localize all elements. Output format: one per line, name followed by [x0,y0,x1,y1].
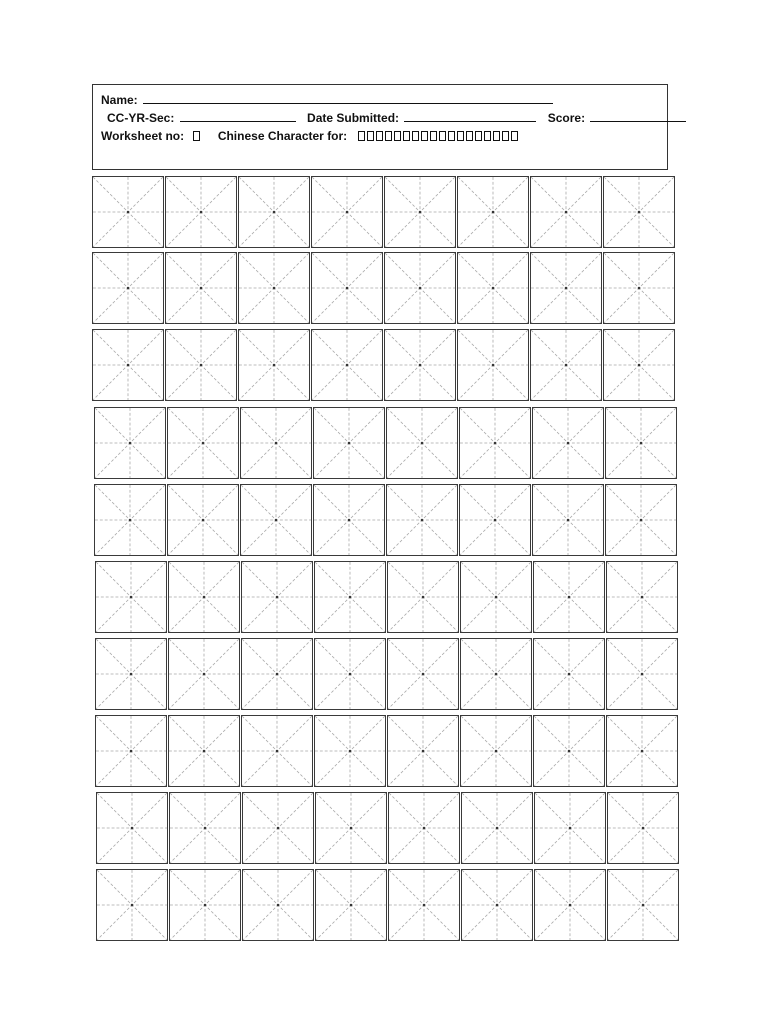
missing-glyph-icon [376,131,383,141]
grid-row [94,484,677,556]
writing-cell[interactable] [314,638,386,710]
writing-cell[interactable] [95,561,167,633]
writing-cell[interactable] [530,176,602,248]
missing-glyph-icon [367,131,374,141]
writing-cell[interactable] [313,484,385,556]
missing-glyph-icon [466,131,473,141]
writing-cell[interactable] [384,252,456,324]
writing-cell[interactable] [241,715,313,787]
grid-row [94,407,677,479]
writing-cell[interactable] [460,561,532,633]
missing-glyph-icon [502,131,509,141]
writing-cell[interactable] [606,638,678,710]
writing-cell[interactable] [606,715,678,787]
writing-cell[interactable] [94,407,166,479]
ccyrsec-field[interactable] [180,109,296,122]
writing-cell[interactable] [603,329,675,401]
writing-cell[interactable] [386,407,458,479]
writing-cell[interactable] [315,792,387,864]
writing-cell[interactable] [314,715,386,787]
writing-cell[interactable] [606,561,678,633]
missing-glyph-icon [475,131,482,141]
writing-cell[interactable] [461,792,533,864]
writing-cell[interactable] [460,638,532,710]
name-label: Name: [101,93,138,107]
writing-cell[interactable] [607,792,679,864]
missing-glyph-icon [511,131,518,141]
missing-glyph-icon [394,131,401,141]
score-field[interactable] [590,109,686,122]
writing-cell[interactable] [165,176,237,248]
writing-cell[interactable] [240,484,312,556]
writing-cell[interactable] [532,484,604,556]
writing-cell[interactable] [534,869,606,941]
grid-row [92,176,675,248]
writing-cell[interactable] [238,252,310,324]
writing-cell[interactable] [167,484,239,556]
writing-cell[interactable] [387,638,459,710]
writing-cell[interactable] [457,329,529,401]
writing-cell[interactable] [311,176,383,248]
writing-cell[interactable] [603,176,675,248]
writing-cell[interactable] [313,407,385,479]
writing-cell[interactable] [92,252,164,324]
writing-cell[interactable] [238,176,310,248]
writing-cell[interactable] [607,869,679,941]
info-line [101,109,659,127]
writing-cell[interactable] [169,792,241,864]
chinese-character-glyphs [357,129,519,143]
writing-cell[interactable] [459,407,531,479]
missing-glyph-icon [439,131,446,141]
worksheet-line [101,127,659,145]
writing-cell[interactable] [315,869,387,941]
missing-glyph-icon [421,131,428,141]
writing-cell[interactable] [387,715,459,787]
writing-cell[interactable] [241,561,313,633]
writing-cell[interactable] [603,252,675,324]
header-box [92,84,668,170]
writing-cell[interactable] [533,561,605,633]
missing-glyph-icon [430,131,437,141]
writing-cell[interactable] [95,638,167,710]
missing-glyph-icon [484,131,491,141]
missing-glyph-icon [457,131,464,141]
writing-cell[interactable] [165,329,237,401]
writing-cell[interactable] [238,329,310,401]
grid-row [95,715,678,787]
writing-cell[interactable] [534,792,606,864]
writing-cell[interactable] [165,252,237,324]
writing-cell[interactable] [384,329,456,401]
writing-cell[interactable] [168,561,240,633]
grid-row [96,792,679,864]
writing-cell[interactable] [532,407,604,479]
chinese-character-label: Chinese Character for: [217,129,348,143]
writing-cell[interactable] [94,484,166,556]
writing-cell[interactable] [386,484,458,556]
grid-row [92,329,675,401]
writing-cell[interactable] [530,252,602,324]
writing-cell[interactable] [605,484,677,556]
worksheet-number-glyph-icon [193,131,200,141]
writing-cell[interactable] [457,252,529,324]
writing-cell[interactable] [461,869,533,941]
writing-cell[interactable] [242,792,314,864]
name-field[interactable] [143,91,553,104]
writing-cell[interactable] [167,407,239,479]
grid-row [95,561,678,633]
grid-row [95,638,678,710]
score-label: Score: [547,111,586,125]
ccyrsec-label: CC-YR-Sec: [107,111,175,125]
date-submitted-field[interactable] [404,109,536,122]
writing-cell[interactable] [605,407,677,479]
grid-row [92,252,675,324]
missing-glyph-icon [385,131,392,141]
writing-cell[interactable] [95,715,167,787]
writing-cell[interactable] [311,329,383,401]
writing-cell[interactable] [314,561,386,633]
writing-cell[interactable] [460,715,532,787]
missing-glyph-icon [358,131,365,141]
writing-cell[interactable] [92,176,164,248]
writing-cell[interactable] [240,407,312,479]
name-line [101,91,659,109]
writing-cell[interactable] [384,176,456,248]
writing-cell[interactable] [530,329,602,401]
writing-cell[interactable] [241,638,313,710]
missing-glyph-icon [403,131,410,141]
grid-row [96,869,679,941]
writing-cell[interactable] [168,715,240,787]
missing-glyph-icon [412,131,419,141]
writing-cell[interactable] [388,869,460,941]
writing-cell[interactable] [457,176,529,248]
writing-cell[interactable] [533,638,605,710]
worksheet-label: Worksheet no: [101,129,185,143]
writing-cell[interactable] [96,792,168,864]
writing-cell[interactable] [168,638,240,710]
writing-cell[interactable] [311,252,383,324]
writing-cell[interactable] [242,869,314,941]
writing-cell[interactable] [92,329,164,401]
writing-cell[interactable] [459,484,531,556]
writing-cell[interactable] [96,869,168,941]
missing-glyph-icon [448,131,455,141]
missing-glyph-icon [493,131,500,141]
date-submitted-label: Date Submitted: [307,111,400,125]
writing-cell[interactable] [533,715,605,787]
writing-cell[interactable] [388,792,460,864]
writing-cell[interactable] [169,869,241,941]
writing-cell[interactable] [387,561,459,633]
